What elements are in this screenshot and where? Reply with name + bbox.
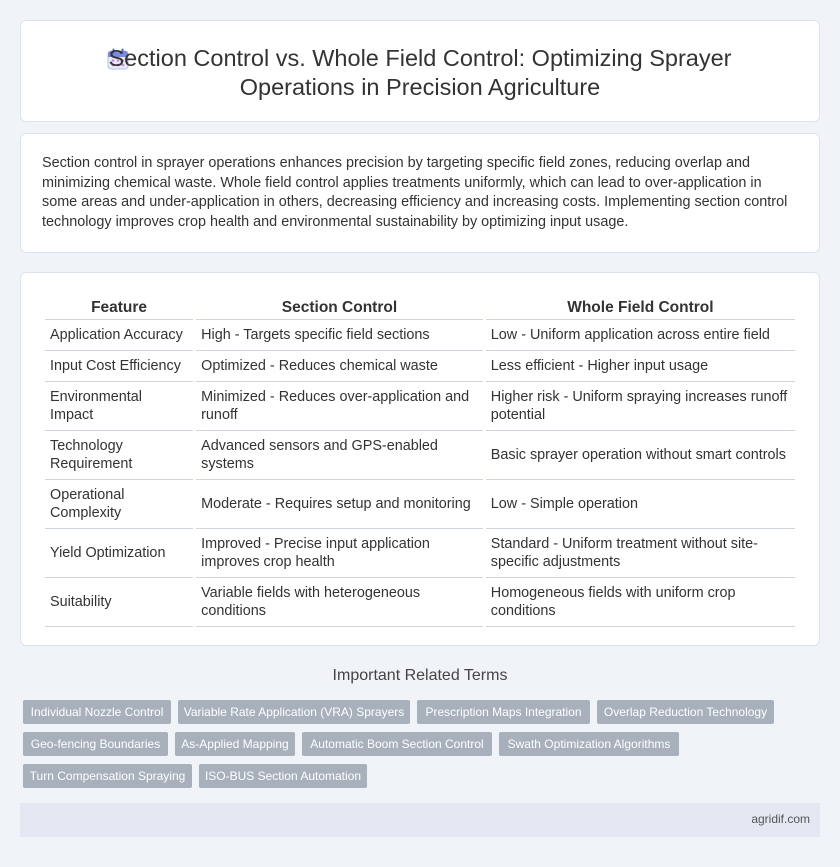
table-row [45,578,795,627]
comparison-card [20,272,820,646]
table-row [45,480,795,529]
table-row [45,382,795,431]
related-term-tag[interactable]: Automatic Boom Section Control [302,732,492,756]
related-term-tag[interactable]: Prescription Maps Integration [417,700,590,724]
section-control-cell: Improved - Precise input application improves crop health [196,529,483,578]
feature-cell: Technology Requirement [45,431,193,480]
table-header-row [45,295,795,320]
related-term-tag[interactable]: As-Applied Mapping [175,732,295,756]
whole-field-control-cell: Basic sprayer operation without smart controls [486,431,795,480]
section-control-cell: Moderate - Requires setup and monitoring [196,480,483,529]
feature-cell: Input Cost Efficiency [45,351,193,382]
whole-field-control-cell: Homogeneous fields with uniform crop conditions [486,578,795,627]
feature-cell: Operational Complexity [45,480,193,529]
related-term-tag[interactable]: Geo-fencing Boundaries [23,732,168,756]
table-row [45,351,795,382]
feature-cell: Environmental Impact [45,382,193,431]
table-row [45,431,795,480]
table-row [45,320,795,351]
whole-field-control-cell: Standard - Uniform treatment without site-specific adjustments [486,529,795,578]
feature-cell: Application Accuracy [45,320,193,351]
related-term-tag[interactable]: ISO-BUS Section Automation [199,764,367,788]
related-term-tag[interactable]: Turn Compensation Spraying [23,764,192,788]
section-control-cell: High - Targets specific field sections [196,320,483,351]
footer-site-link[interactable]: agridif.com [751,812,810,826]
table-row [45,529,795,578]
section-control-cell: Variable fields with heterogeneous conditions [196,578,483,627]
related-term-tag[interactable]: Individual Nozzle Control [23,700,171,724]
summary-card [20,133,820,253]
whole-field-control-cell: Higher risk - Uniform spraying increases runoff potential [486,382,795,431]
related-terms-heading: Important Related Terms [332,667,508,684]
whole-field-control-cell: Low - Simple operation [486,480,795,529]
page-title: Section Control vs. Whole Field Control: Optimizing Sprayer Operations in Precision Agriculture [108,45,732,100]
related-term-tag[interactable]: Variable Rate Application (VRA) Sprayers [178,700,410,724]
column-header-whole-field-control: Whole Field Control [486,295,795,320]
section-control-cell: Optimized - Reduces chemical waste [196,351,483,382]
footer [20,803,820,837]
section-control-cell: Advanced sensors and GPS-enabled systems [196,431,483,480]
comparison-table [42,295,798,627]
title-card [20,20,820,122]
column-header-feature: Feature [45,295,193,320]
column-header-section-control: Section Control [196,295,483,320]
related-term-tag[interactable]: Overlap Reduction Technology [597,700,774,724]
feature-cell: Suitability [45,578,193,627]
feature-cell: Yield Optimization [45,529,193,578]
whole-field-control-cell: Less efficient - Higher input usage [486,351,795,382]
related-term-tag[interactable]: Swath Optimization Algorithms [499,732,679,756]
section-control-cell: Minimized - Reduces over-application and runoff [196,382,483,431]
summary-text: Section control in sprayer operations enhances precision by targeting specific field zones, reducing overlap and minimizing chemical waste. Whole field control applies treatments uniformly, which can lead to over-application in some areas and under-application in others, decreasing efficiency and increasing costs. Implementing section control technology improves crop health and environmental sustainability by optimizing input usage. [42,155,788,230]
whole-field-control-cell: Low - Uniform application across entire field [486,320,795,351]
